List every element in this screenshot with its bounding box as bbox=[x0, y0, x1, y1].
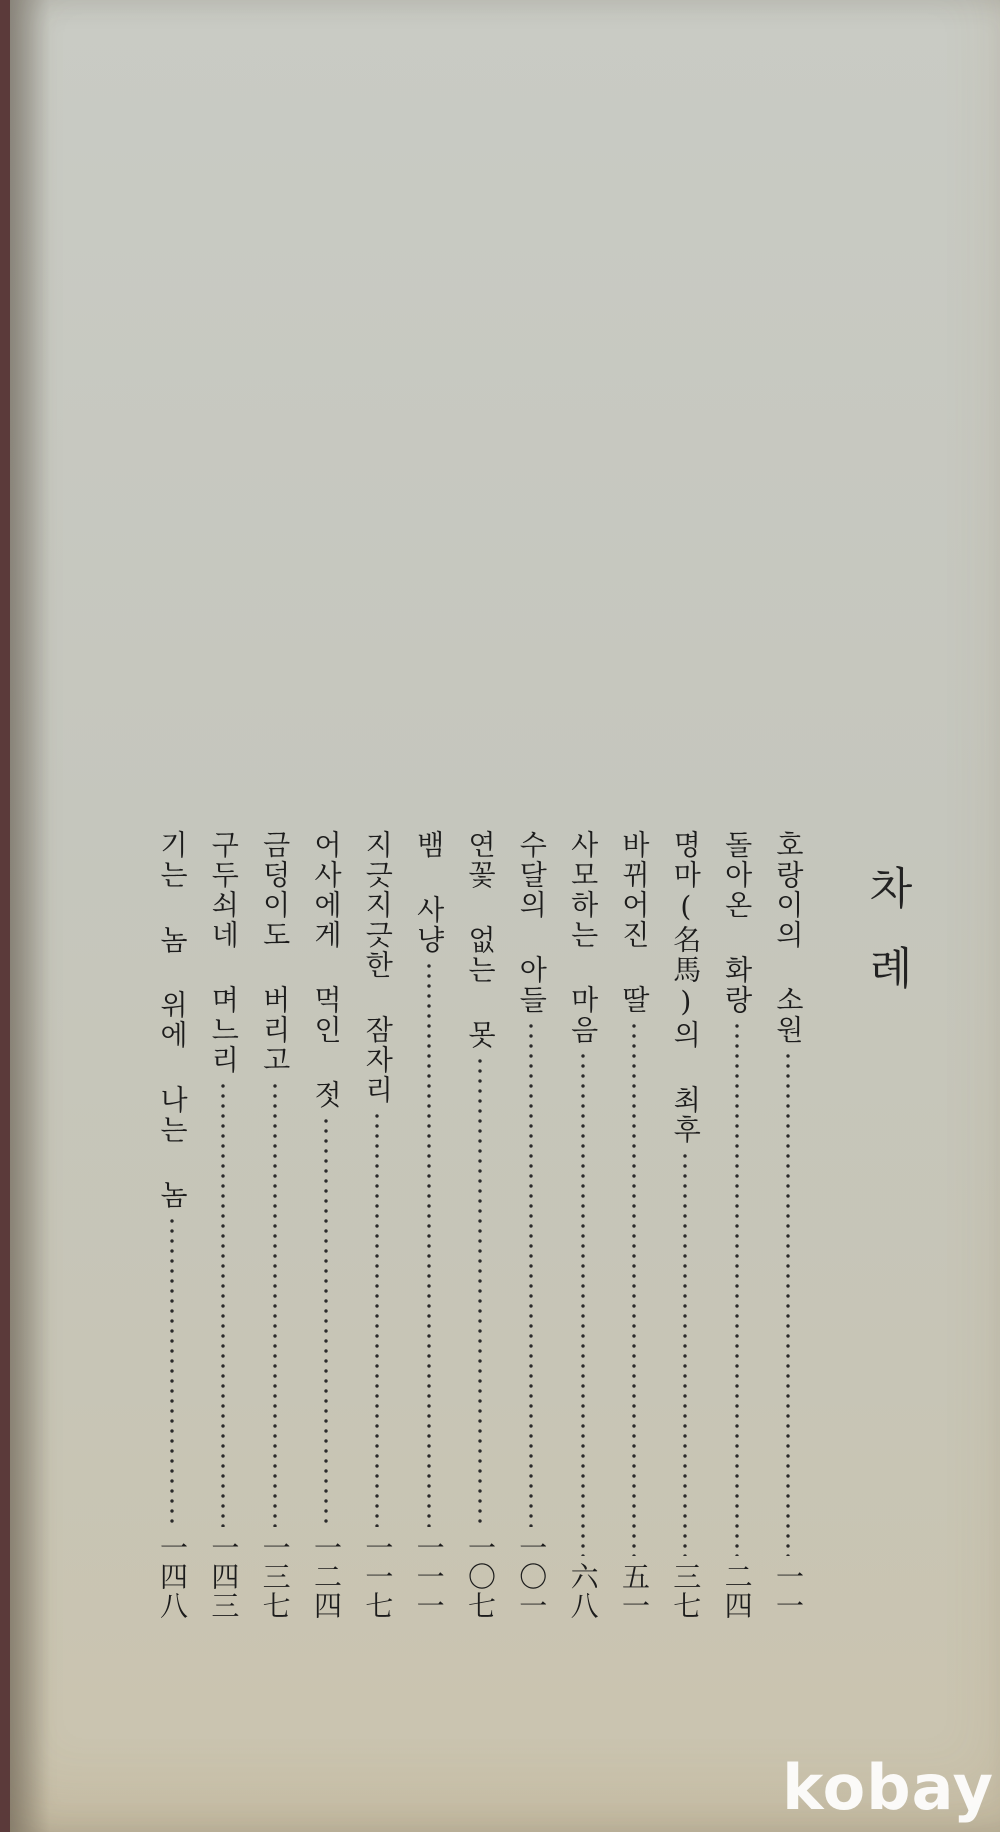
toc-entry-title: 돌아온 화랑 bbox=[720, 830, 754, 1015]
toc-entry-page: 一一一 bbox=[412, 1533, 446, 1620]
table-of-contents bbox=[150, 830, 810, 1620]
dot-leader bbox=[683, 1151, 687, 1556]
toc-entry bbox=[253, 830, 297, 1620]
dot-leader bbox=[375, 1111, 379, 1527]
toc-entry-title: 수달의 아들 bbox=[515, 830, 549, 1015]
toc-entry-page: 一三七 bbox=[258, 1533, 292, 1620]
book-page bbox=[10, 0, 1000, 1832]
toc-entry bbox=[612, 830, 656, 1620]
toc-entry-title: 명마(名馬)의 최후 bbox=[669, 830, 703, 1145]
dot-leader bbox=[786, 1051, 790, 1556]
toc-entry bbox=[458, 830, 502, 1620]
dot-leader bbox=[221, 1081, 225, 1527]
toc-entry-page: 一二四 bbox=[309, 1533, 343, 1620]
toc-entry-title: 구두쇠네 며느리 bbox=[207, 830, 241, 1075]
dot-leader bbox=[478, 1056, 482, 1527]
toc-entry bbox=[150, 830, 194, 1620]
toc-entry bbox=[715, 830, 759, 1620]
toc-entry bbox=[201, 830, 245, 1620]
dot-leader bbox=[581, 1051, 585, 1556]
toc-entry bbox=[355, 830, 399, 1620]
toc-entry-page: 五一 bbox=[617, 1562, 651, 1620]
toc-entry-title: 기는 놈 위에 나는 놈 bbox=[156, 830, 189, 1210]
toc-heading: 차례 bbox=[861, 865, 912, 1025]
toc-entry-page: 一一七 bbox=[361, 1533, 395, 1620]
toc-entry-page: 一一 bbox=[771, 1562, 805, 1620]
toc-entry-title: 연꽃 없는 못 bbox=[463, 830, 497, 1050]
toc-entry-page: 三七 bbox=[669, 1562, 703, 1620]
toc-entry bbox=[509, 830, 553, 1620]
toc-entry bbox=[407, 830, 451, 1620]
toc-entry-title: 뱀 사냥 bbox=[412, 830, 446, 955]
dot-leader bbox=[735, 1021, 739, 1556]
watermark-logo: kobay bbox=[782, 1751, 994, 1824]
dot-leader bbox=[273, 1081, 277, 1527]
toc-entry bbox=[766, 830, 810, 1620]
toc-entry-title: 금덩이도 버리고 bbox=[258, 830, 292, 1075]
toc-entry-title: 어사에게 먹인 젓 bbox=[309, 830, 343, 1110]
toc-entry-title: 호랑이의 소원 bbox=[771, 830, 805, 1045]
toc-entry-page: 一四八 bbox=[156, 1533, 189, 1620]
toc-entry bbox=[304, 830, 348, 1620]
dot-leader bbox=[324, 1116, 328, 1527]
dot-leader bbox=[170, 1216, 174, 1527]
dot-leader bbox=[632, 1021, 636, 1556]
dot-leader bbox=[529, 1021, 533, 1527]
toc-entry-title: 지긋지긋한 잠자리 bbox=[361, 830, 395, 1105]
toc-entry-page: 一四三 bbox=[207, 1533, 241, 1620]
toc-entry-title: 바뀌어진 딸 bbox=[617, 830, 651, 1015]
toc-entry-page: 一〇七 bbox=[463, 1533, 497, 1620]
toc-entry-page: 二四 bbox=[720, 1562, 754, 1620]
toc-entry bbox=[663, 830, 707, 1620]
toc-entry bbox=[561, 830, 605, 1620]
toc-entry-title: 사모하는 마음 bbox=[566, 830, 600, 1045]
spine-shadow bbox=[10, 0, 50, 1832]
toc-entry-page: 六八 bbox=[566, 1562, 600, 1620]
toc-entry-page: 一〇一 bbox=[515, 1533, 549, 1620]
dot-leader bbox=[427, 961, 431, 1527]
